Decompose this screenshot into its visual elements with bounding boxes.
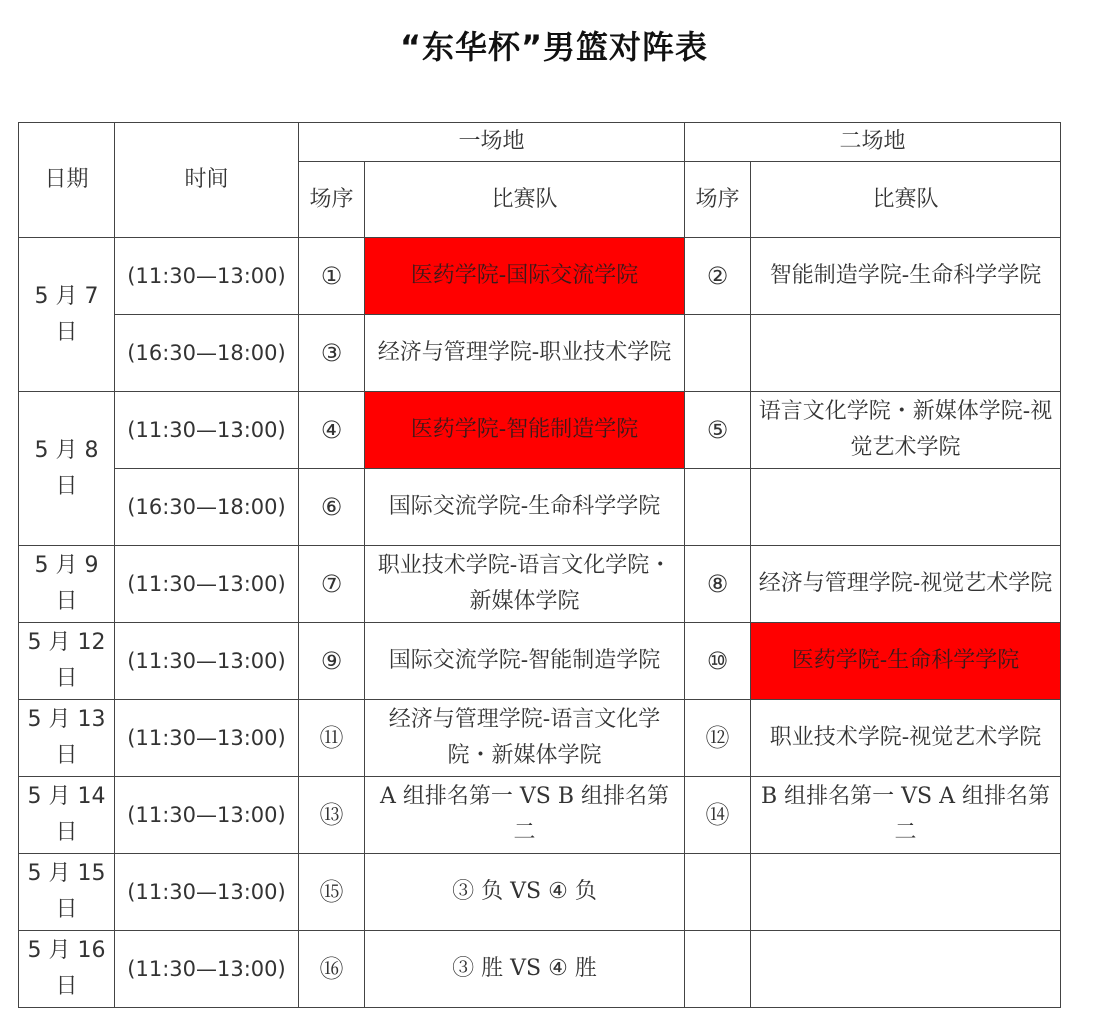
seq-cell-venue-2: ⑩	[685, 623, 751, 700]
seq-cell-venue-2	[685, 469, 751, 546]
teams-cell-venue-1: 经济与管理学院-职业技术学院	[365, 315, 685, 392]
teams-cell-venue-2: 经济与管理学院-视觉艺术学院	[751, 546, 1061, 623]
seq-cell-venue-1: ⑬	[299, 777, 365, 854]
time-cell: (16:30—18:00)	[115, 315, 299, 392]
seq-cell-venue-2	[685, 931, 751, 1008]
teams-cell-venue-2	[751, 931, 1061, 1008]
header-row-venues	[19, 123, 1061, 162]
table-row	[19, 777, 1061, 854]
seq-cell-venue-1: ③	[299, 315, 365, 392]
seq-cell-venue-2: ②	[685, 238, 751, 315]
teams-cell-venue-2: 职业技术学院-视觉艺术学院	[751, 700, 1061, 777]
header-seq-2: 场序	[685, 162, 751, 238]
date-cell: 5 月 12 日	[19, 623, 115, 700]
table-row	[19, 546, 1061, 623]
seq-cell-venue-1: ⑮	[299, 854, 365, 931]
teams-cell-venue-2: 智能制造学院-生命科学学院	[751, 238, 1061, 315]
table-row	[19, 238, 1061, 315]
header-venue-2: 二场地	[685, 123, 1061, 162]
seq-cell-venue-2: ⑧	[685, 546, 751, 623]
seq-cell-venue-1: ⑨	[299, 623, 365, 700]
date-cell: 5 月 15 日	[19, 854, 115, 931]
table-row	[19, 931, 1061, 1008]
date-cell: 5 月 16 日	[19, 931, 115, 1008]
header-teams-2: 比赛队	[751, 162, 1061, 238]
time-cell: (11:30—13:00)	[115, 777, 299, 854]
date-cell: 5 月 14 日	[19, 777, 115, 854]
teams-cell-venue-1: ③ 胜 VS ④ 胜	[365, 931, 685, 1008]
seq-cell-venue-2	[685, 854, 751, 931]
teams-cell-venue-1: 国际交流学院-生命科学学院	[365, 469, 685, 546]
time-cell: (11:30—13:00)	[115, 700, 299, 777]
seq-cell-venue-1: ⑦	[299, 546, 365, 623]
time-cell: (11:30—13:00)	[115, 238, 299, 315]
teams-cell-venue-1: A 组排名第一 VS B 组排名第二	[365, 777, 685, 854]
teams-cell-venue-1: 职业技术学院-语言文化学院・新媒体学院	[365, 546, 685, 623]
header-seq-1: 场序	[299, 162, 365, 238]
seq-cell-venue-2: ⑫	[685, 700, 751, 777]
time-cell: (11:30—13:00)	[115, 546, 299, 623]
date-cell: 5 月 7 日	[19, 238, 115, 392]
seq-cell-venue-2	[685, 315, 751, 392]
seq-cell-venue-1: ①	[299, 238, 365, 315]
teams-cell-venue-2: 医药学院-生命科学学院	[751, 623, 1061, 700]
schedule-table	[18, 122, 1061, 1008]
teams-cell-venue-2	[751, 854, 1061, 931]
teams-cell-venue-1: 医药学院-智能制造学院	[365, 392, 685, 469]
teams-cell-venue-1: ③ 负 VS ④ 负	[365, 854, 685, 931]
seq-cell-venue-1: ⑪	[299, 700, 365, 777]
date-cell: 5 月 13 日	[19, 700, 115, 777]
seq-cell-venue-2: ⑭	[685, 777, 751, 854]
table-row	[19, 854, 1061, 931]
teams-cell-venue-2: B 组排名第一 VS A 组排名第二	[751, 777, 1061, 854]
seq-cell-venue-2: ⑤	[685, 392, 751, 469]
time-cell: (11:30—13:00)	[115, 931, 299, 1008]
header-venue-1: 一场地	[299, 123, 685, 162]
teams-cell-venue-1: 医药学院-国际交流学院	[365, 238, 685, 315]
table-row	[19, 623, 1061, 700]
teams-cell-venue-2: 语言文化学院・新媒体学院-视觉艺术学院	[751, 392, 1061, 469]
schedule-body	[19, 123, 1061, 1008]
time-cell: (11:30—13:00)	[115, 854, 299, 931]
date-cell: 5 月 9 日	[19, 546, 115, 623]
time-cell: (16:30—18:00)	[115, 469, 299, 546]
time-cell: (11:30—13:00)	[115, 392, 299, 469]
header-date: 日期	[19, 123, 115, 238]
teams-cell-venue-2	[751, 315, 1061, 392]
teams-cell-venue-1: 经济与管理学院-语言文化学院・新媒体学院	[365, 700, 685, 777]
page-title: “东华杯”男篮对阵表	[399, 28, 709, 66]
header-time: 时间	[115, 123, 299, 238]
seq-cell-venue-1: ⑯	[299, 931, 365, 1008]
table-row	[19, 392, 1061, 469]
seq-cell-venue-1: ⑥	[299, 469, 365, 546]
time-cell: (11:30—13:00)	[115, 623, 299, 700]
teams-cell-venue-2	[751, 469, 1061, 546]
date-cell: 5 月 8 日	[19, 392, 115, 546]
seq-cell-venue-1: ④	[299, 392, 365, 469]
table-row	[19, 315, 1061, 392]
teams-cell-venue-1: 国际交流学院-智能制造学院	[365, 623, 685, 700]
table-row	[19, 700, 1061, 777]
table-row	[19, 469, 1061, 546]
header-teams-1: 比赛队	[365, 162, 685, 238]
